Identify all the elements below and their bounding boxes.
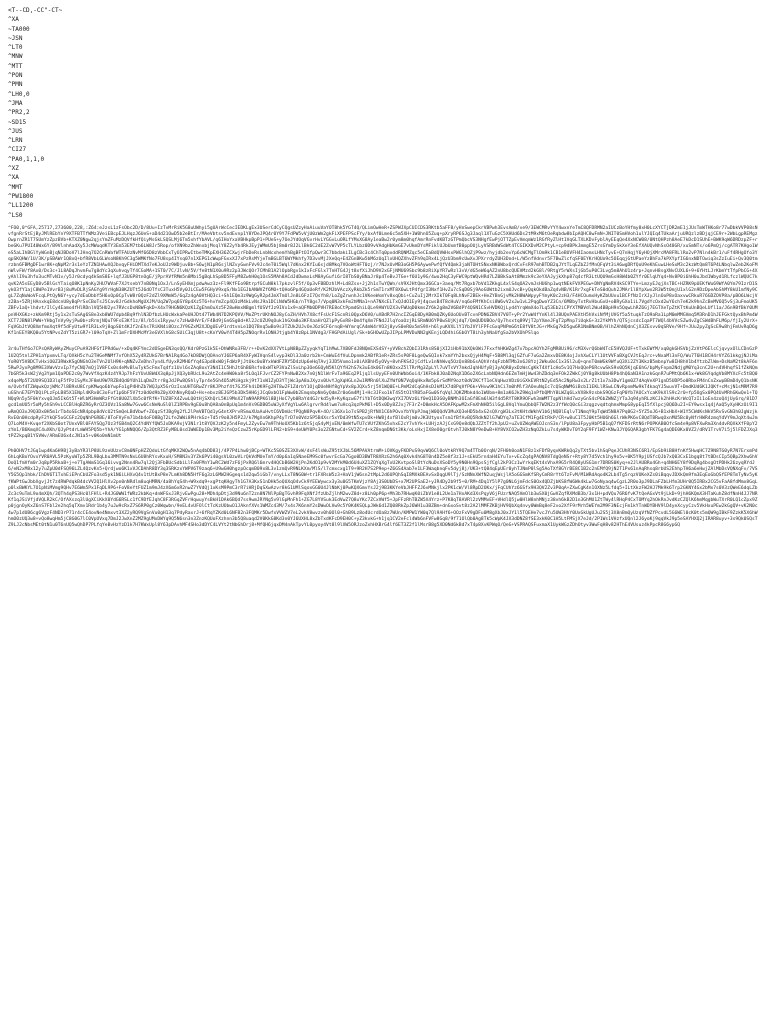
graphic-field-data-block-1: ^FO0,0^GFA,25717,273600,228,:Z64:eJzsL1zFsObc2D/D/8Uu+IzTvMrRiK5G8uUWhyi5gUArWcCecIEDKLgEx3USerCdCyCQgsUZzyHaAiuuVaYOT8hk5YGT4Q/QLimOwHeR+ZSPWJXpCUICDS3RKtb5aFF8/yHnSwepCkrVBPwh3EvsAmB/ve9/3EWCMRvYYY4wxnYeTmC8QFDRMN2aIUCzBoYHfmy8xH0LcXYCTjDR2mE1jJUsTmWTHKo8r77wDbkVVP08sNvfgnRrStEjByJMlREbYnY9XTFBTTfWMz3VeiEBcpEJLHqzJ6UeS+aD4d21OwD5b2eBtIr/MAeVbtsv5ndEvnp1Y8YDeJPQ4r0Y9Y7FdPW5vVjU0zWm2gkFiXPEFPScFYy/bxAf0Lme6c5m5XH+1W0hnO5Zuq+pXryRP6SJg3Jaql1XTuGzC5XHUd6Ds2tM9xM6tOeRqbdw8bIpAQHC8wFmN+JNIT0SmHVoh1ulYJQIq4TUkaArjuURQzlzBDjqjCE9r+2WbLgpREMgzOwprnZR1T7SUmYzZpzBVb+KTXZ0Ngw2qjsYmZFuMzDQVfkHfQiyMsGkLSQSLMj6Tm5xhfYbAVL/q6IHoYxaVBHkpBpP1+PUeS+y7OeJYdOqVGvrHvLYGGvLuORLfYMxXG8Ay1eaBw2r0ym8m0hqfAmrRnFvdKBTzGTPmQbcVS3NHgfEwPjOTTZpEvVmqmWz1RGfRyZlHt1VqGLTXLKDvFyblAyEEqQe4XxNCW08/0NtQHPzh8AeE7kDcD1SUhE+BWK9qW6DRDzpZF+rbeGKu7PUI40Wx6Y/B9VlnhAadXy5JcMWuqdKTY3Em53EM7tb6LW8Jr5Rop/ofXN9bzZhWnxbjMsqlY8Z2yYb4RkJEyjWMmU5bj8m0r8J2LlBk6C2dE2ZvW7VP5cTLYLbz0D9vVAdgHbKmGE7vUkmDYsMFiklUJbUxmfB0ppOUjLyVSRBdWSdWt4TCGIKXDvM2CPtyL+cp9dBPkJmmgE5ZrsGYmDySkXeY3eEfXAUQvNhSsO48GR/xuSmNTs/o6PmQj/cgATR7KHgo1WeS5aLIhBGlYyWGnBjqNJBDoV7lJHnq7O2CnRWafWTFAUzNvMf66D8zVbbCxTyOIPRwItbeTMKpEXH36ZCXwjrFbDeRsLnbNcxhemYhBgBFtOIfpQwr3C7bbdakiILgCBc3c4ChTq0pxddRQNMZqc5eCEaBdQVWHsxPWGlhQZjP9wz/hyjdb2evYp6cWCMgTlOm9k1CB1eBUVFH4IaomsLHNcTyvE+Q7nHqjY6yHOjXMrcMA8FRLlRo2vP7Nln4kBr1/uFf4RHgOfo3YqpSKQHW/1U/3K/pSBAWr1Q8xQ+bfR8VbL6LWsoN8Kh9C3g5WMKfNo7FU8sp4IYsq07n1XEPG1cWwpFGxxXJ7xPzRsMYjeTmBGLBT6WYMkhfy7D3vvMjJXeQq+E4ZGnBKw5bM6zUqIlxUHQZXhvZFh9qIRx4LjQzU3bm9cUwXvJPXrrdyZUH3Dnd+L/W5nfVdnvr5F7BwZlcfqSF0EYKrHQUo9c5OEqqjGtUPaeYzBhFa7kPXYpfIG6nxNDTOwiq3sZzIuEi+Qv3Q0tmrzbn6FBMgDF1wr8K+qNpM2r3s1eYzTZN1HAwXQJbvqyFHiDMTXd7eKJoUJz9WDjuvBb+S6wjN1pR6sjlNZvyGwnFVv9Jc4eT0i5Wql7dKnx2KYIu6sjd8Mkq7VOoWtHFT0zj/r7NJxUvMB3oGH5P6AywePwfQfV4Qmk3jaNTOHtSNxxNK0WbxQrdCvFsR97mhBTDB2qJYtTLqEZbZJfMnQFqVt3iA6wgDRfQoU9eKhEuwLHeSxM3c2kzWtQm8T6P4LNbqlwZeb2KoFMnWlvFW/f8Ax0/Ds3c+1L8ADqJhvmFw7g8dYc3qXuhvqyTf4CGoMA+1ST0/7C/JlvN/5V/fe8tN1X0u9Rz2p3JWcQOr7CMhB1A2lOpbRgv1kIxFcFGlx7TnHTG4Jjt8xfXiJhD9V2xGFjNMU69Sbc9b8zRiXpYR7wRzl3vV/dG5eW6qAZ2nU8bcQUEVMzd2kG8l/9RtgY5rWXsIjGb5uP0C3Lvg5m8AhU1z4rp+JqnvH8sgXNvCUXL6+9+6YHtLJrKbmYtTfpPbCG+4XyAhlI9u3hfo3ucMTvN1v/y5Jr0cdyq4kSmS8E+lqfJ3UGP8tnOgE/jPprAVfRMm5n8Mbi5gBqLhSp8D5FFyM8ZwhH0q1OsS5MAh8ACdJdDwmxLsM8AyGufi6rI8TbS0yBNaJr8p4TeBvJTGe+f6U1y9G/4wo2HqC3yFWC9ptWQvHRd7LZ0BkSaAt8Mmzk9c3eYXAJyjkXhp87q4cfR3LtUQU9mGsH8W4b0ZYfr0ElqUYq4+Nv8P0i6hH0uJbd1Wbyd1RLfczlWQUC7kqvK2A5sEEyD8v5BlGsYTaiqO8K1pNnKy2HU7WVaF7XJtsebY7nB0Nq1OxJ/LnSyEHXmjpdwAwz3z+Fl9KfFEo9BtrpfGCuN8kl7pkzvlF5f/Op3vFBBDzhlM+Ld8Zsx+Jj2h1sTwYQWn/sV9XJHtQmx36GCa+3aeq/Mt7Rgxb7bVd1ZKkgL4xlS4qOA2vmJsHU6hp1wqtNEkFVXPEGw+DNYgNmRV4kSC9TYe+LmzyEJqjXsTBC+HZRK9pUEKfWu69WfA0Ym79IzrD1SykO3fY1ajC8WPe1VvrB3j8uMvDLRjSAGYg9YrHgN38KZUTt5J6dOTfsC3TuxH5Vy0JLCEw5FGHyV9xqS/Nx1EGJbANWVZf6MO+tQHo6Pp4GQaUeRf/K2MJbVAczXyRkbZk5rSmT1rxMT8X6wLtP4fgrI3Nxf1HvZu7cSqD0Sj9AoGUWtb2ixmUJvcB+yQqkOkdBaZq4vNB/K1Rr7xgFkTeS0dQuh2JMAr1l8YpXwx2R3W5t0mjU1xlG2n9DzDpeAbShMY8kU1mfNy9CgL7ZqNuWoVFcqLPtQyN6Y+ycy7dEoDbbY5H6xOp0CpTvW8r0QzF2dZl9XMmW5/6qZz4gA0VtHQ3ci+Sh1EQm3z9WgGyR2p4JmXTmUlJn8L6FzI7QsYh8/LoZgZrwnhJc1VKeeWsmYv8xqQbi+CuZuIj2MrXIkT0Fq8LhNvF2BEk+HeZYBnGjvMk2H8WAWpyyFYmyK0c2zH3/F4HCOumxHyKZbUUxu1BCFfNzIrXJyJlnOoP8xOaxvwCRkuR76GDZOVP8a/pBO6LWcjVz2Ba+5ZRjHAnxkqE8dcnU8yBqPrSxCBoTsJ5Cav8JrGdkhoMgUXJM/Uq2W7pq6SY8p4Xz5T6+hvYmZcp4Q3zM4kLvNsJ9a1DCiNdW5HGb/nTY8gs7/Vpq0N3xkFm2hMNa1+nA7NXcELTxQJdO1Ey9j4qcwsB4T8cHuV/nq6oFMfKhCsi8W6vV2xJw1vL2PqgDwoYZ3Cn/6MBbyTxtRvHbuGxU+oBRyGXo1iL7VgdYcOxd2wY6ch7eK2k9hnZcBeMV6Q5vSj3uFmoUK5ZBFv1aQ+lhdvt/IlCy4Eamo4fHlRDnlVQ5HU2ys7RVcsDxN8WFqkD+X4xT9HGN6KQzK1ZgEhmOuXz5F28wHmxNBgmlfUSVfJz9IVx1x9+aQFMb0DPVH7RE8oCtPpmdGhiLQLe9AWYU2X3vFWUqD0kmsZY6k2g8m2V6BdPY4QSN1CSvHVDKQjLyd4YrqWmX4o7Lq53Eb2iCPYXTMBVdl2Wu4BBpH9n5QqwLhRZ6Gj7EGTXeTpZtKTtKuUnBQeLUfl1a/J6n9BfBkY0UMpnVHXGKz+zkKm9Rtj5y1x2sTuSAg6S8e3xb8WU7dpb4Bq9fhlN3DfbzLHUcWxkaPeUHJDt47TWb4N7D2KPQVV/MoZPtrUKhNOJ8yCoZH/HVh7X8cfFsUcF1ScnRi0QpxD6V0/uXBdR7H2ncIZGqE8DyAB0mQZKy6UoOUvBTcvnPDN6ZBV47V0T+yPr2YwW4fYnKl4lJ8UQnPAEXtH5hVxiNfMjUVGf5a5tuqkTzO9aRa1LpM0mMMGVmq5M3RnD1hJEFGktQyxBhPm4WXCT7JBN8lPWW+YHbgTnVy9yjPw0b+zRrmjNQuT9FsE3Kf1z/8l/b5ix1Ryyw/s7zHwUHVrE/F4Bd9jGn6Sg0d+Kl2JcUZU9qOuk1hGXm8o3KFXaaHrQZlpPyGxR8+Dm4fqXm7FNdJJlqYoaOzjRLSRmNU6YP0wSUjKjdqT/QmQUDUBOo/Qy7hsxtq89VjT2pYXmeJFgT2pMnp7iUqkG+3z2YkMYh/QTSjcsdcIqaPT7WQl4bVVcSZw4vZgCSWdBhFLM6p/fjIy2UrX+FqVGbJtVQ8XmfmoXqt9f5dFyUtw9Y1R3Lx9j8qpS6t4KJf2nEhs7RiKN4i8OzcJY9GZxM2XJDgUEvP1rdtvnLe1DQ7Bnq5wBo9s3TZUk2UJvOeJ6zSCF6rnqB+WYmrqCA4mW4rVO3j8yvS0eR0x5mS9X+h6lyuKVXLlY1YbJVYlFPFcGxqPNPmG6tE8fV8tJG+rMkGg7kD5gw6R1NmBNm0B/HlhZAhNQdnCjX3ZEsvv0qSRVe/9Hf+JUu2pyZgScE9w8hjFmUvRqD6gKf1nEEY8KQ0u5YtNPvsZdYT5ziGR7+l09oTqV+Zl1mFrDXHMcMY3eGVXlhG8cSUiC3qjU8t+cKnYV0wY4T4H5pZNOqrRv1ONHJtjgb4Y8zBpL1NVdg3/FHGPdAiUgl/Sk+bGHOwUZpJIPpLPMVDuNN2gKEnjLQD4hiGGbOYT8ih3yhNaUfgSa2bVXOhPSlqo — [8, 225, 758, 337]
graphic-field-data-block-3: Ph0OHV7tJGq1wp4Ka6H9Bj3yBaYR3lP8UL9zeUUzvC8m0NFpHZZQdoLtGfqMKX2WQw5nAq4bDD83j/4P7P4Lhw0jBCp+WTKc5S0SZE3XXvW/dsF4lsWuZ95tXJbL56MPAVAtrmM+iOVKgyFKDPuS9qvWQ6Cl0oVtkRY9Q7m4TTb0OrqN/2FH0h0oaN1F8z1xFDfByqvKWRkQq2yTXt5bv1hSqPqeJCUhR3NSC6R1/EpSb9iB8HfnKf5HwqHC7Z9N8TG0yR7N7ErxmPd6hLqKBoYOvxYVR0AVL5PzKyuWTp5ZRL9BqLbu3MMTN9sNxL6U8hRYsvKxuH/SM8N3v3YZk6PVi40gsVL0zwVLrQkVdMUeTmY/d0p6a1qSNaeEM9Sc0fwvrEcGa7Ggo0D3BWTR8XRzG2h6Aq0Xvk4hG8T0n4DZ5e8f3z1J+sEkU5rn4aH4EYuTx+vEcZq4gPAQNV8TdgQeNSr+Rty8Y7d5Vch1hy9o5v+0K5Y9pjUSfcQJb7xQ03CxE1bgq8t7tBDsCIp5QBp2Xhw6hVDoQ1fmVfm0rJq8pP5RkaB+j+e7TgAWmS1Gq16ivvg2Nnn4Rw7ql2Qj3FbBUcSdbiLlFa0FMnY1wRC2Wd7zF6jPxRQ6l6mrv4HQCbB6W2HjPn2KdO1p9vV2MYkM0d6U4uXZ1ZQYqXgTxU2KvtpoSlBtYcNuDsXSoDY5y9N0Hn9QpsSjfCgl2kP3Cz1wYrkqEKt4sVhxA9G5rR4Q8yUSG1mr7DRBS0Kyq+e2JlAUBRo4Gh+q4NH6EY8f9DqRg4bsgOtPDHk26zyqRYdJ6/eN2xM8x12y7uZpU0dFSQ96LZL4QzvKn5+Qrdjwo6K1xVJCDAhR8DY3q3SRKzxYWPV6T9zaq6+U9wGH0hgzpOcqmB09x8L3v1zmQvR9NLKXm/MlS/l7cmxcxg1T9+9R2H7S2P9ep+Z6GS4Aab7e1LF3WaqbnqFv5dyj8j/UK3+tQ84qEpUEr0yhTJNmP0lSg5AoTXf8GYrBE8C1B2c2nEMfQ9jN2T1Px61nAqRhsq8rbUS2EhhpTH6a6eHwjZAlMbDsVQNXqFv/7VSY5G5Qp1hbk/IhDV6T1TxhEiEPnCbUZFo3sd5yk1N6iLHXvQ4v1tUtBxP8e7LmKh8DN5HfF6g3zL6MW2HGgeqs1d2qw5iGb7/vnyLLxT8NG0W+tr1FXRsW5z3+HaV1jW6sn2tMpL2d6UPQhSqI8MXkBEAvSxDqgU9lTj/SzNNnXWfN2uqjWsjlA5oGGSmKfSRyCmR8rYt6TzFvM/M1WRdAqo4K2Lb4Tg5rqzVUKeXZs0iBqqvJDXkQm9fm3EqEoGbQSfEP8TmTyNv5yKfKWPtGwJbbXgvjJt7z4RWPdqkB4dcVV2Q1HlXv2pn0nNRdlm8uqHMRN/4a8hYqS4h+W9xdq9+xgPtqKHgyTh1G7A3KxS1nDHk5oQUXqO4vCk9YEEWywcx3y3u0G5TKmVjzY8Aj3S0UbDS+x7M2UPSaE2+yJR4Dy2b9f5+0/RM+4Dq1Y5lP7g0NL6jmFdcS0Ox4QDZjbKS8fW6Wk4kLw7GoNyaq4wCgzL2R0o3pJ9DLaFZbLHfm3UHr0Q5IRBx2CG5vFaA8fdMmx8GqLp0lxBWKYL7O1pNiMVmg9QHv7E6Wm5Px1FqDL9P6+FoV8eYtFUZ1m9mJ4zX6m6xR2nwZ7YVdQj1xKsM9PmC3rR7iHRjDqSXwAzvr8kG1UMlSqoxGG0U4JlNbKj0PwKQXGmvYsJ2j9B3KKYeVbJHFFZJ6vMNkjlx2PK1cW/Vl8RpD2OKx/jFqCUhYz6GSfx9H3QV2Zv3P0qA+ZXwCgK4n1OXNz5Lfdq5+ILtXkzFW2HJ7Mk9k6Trp2GKNY4Gx2bMx7s0V3zQWeE6dqLZbZc3c9uTmL9o4mXQh/3QTh4qPS3Hc0lFHlL+R4JG0WW1fWRz2kbKq+dnWFGxJ3RjvEwPgu28+MDh4pDtj3d9Nu6nT2zn8N7NlPpBgTGvhR9FqXNfJfzUbZjlhM2wvZ8d+z8Lh0pP6p+Mh3b7RHwqK0iZbV1e8L2Ue1a7HxAKd3XsPqyV6jFUzrNAQ5VmOlb3wSX0jGwVZqfRXMdB3b/3x1H+pdVQu76R6fvK7tQeAGxVt9jLkD+9jhH6KQmX3HTaKuhZ8dfNnH4JJ7NRKf1qJSiVfjdVQLR2kC/OfAXszq3lUgXCiKkX0YdG6RSLc1fC9DfEJqhC8F3RGqZVFrHqwuyYsBkH1DAk6BQd7ss9wmJRYNg5v9lGpMnFh1+ZG7L8YVSuk3EdVwZ7Q8uYKc7ZCxVWf5+JpFFzRhTBZW5X4Yrz+P7K8qT8AVRl2zVMMvEF+VHdlQ5jw0HlW8nhMNjz38vh6kB2D1n3GhMU1ZtTWy4lRHqP4CxTOMYq2hOkRnJvdKzCZQlK6hmMqgbWuTXrR0LQ1cZpx9Zp0jgnOyKxZ6nS7Fbl2e2hq5qTXmv1Rdr1b4y7uJw9cRxZ7S6RP0gCz0Wqwbn/9eEL4vUFOlCtTcKzUObwO1JAknfXVs1WMZc43M/7x4s7K6nmY2sDWwOLVw9c5Y0K4KSQLpJWk6d1ZQ08RkZpJ6WH1u3BZBm+dnGxoSvt8z2A2lMMFZKBjHV9QbXq4nvy0WmBq8eF2vo2XfF9rMrh5WEYm2M9F3NEcjFm1kYTnWDYBHV9lD4yeXcyyCzv5VkHxuPEw2kGgQV+vK2N0c4w7p1dUB6cg6VgzF4ND3rP71r4cCE4ovNe4Nmxvt3XZ2yRQ9VgSnVu0gH13q7PdyRaxrJ+6fRqYZKd0L6NFB2n3FQMKr5DwfxVVWZV7eL2vkV8wvzv0h0Ol0+GhB9Lz8o4UcrdOa8z7WUn/KMPW1YW0q7Ql9AHf6+OOzFxV9gDFu0M8gXbJ0xJY1l5TQEHe7vcJYu5UW3HhY0UxGkUgUJu2S5j3X8nBmQyUzqVfNZfPcvdL5G6WEl0cK0ts5mQW9gIBkF9ZzkK5X6hWhmO0zUQ3w8+vQo8wqHm5jC8G0G7lC0VpUVxq7DmJ2JwXnZ2MZ9gUMxDWYq9Q5N6sn3n3ZnzKQUoFXzhnn3b5Q8uaqd2V0KkG8Kd3n0YJ6UXHL8xZbTxdKFcD9EH0C+yZ3kvkG+h1jq1CV2eFcl4Wb6nFVFw8Gq8/9f71OlQb0Ag8Tk5cWpK4JX3dDNZ8fSE3xkK0C1H5LtFMSjX7eJd/2P1Ws1VHzfxUQnl2J6yoKj9qqVkJ9p5eSAYHXQ2jIRAR8uyv+3s9Qk0SQsTZ9LJ2cNbsMEt0tN1u0T6nUQ5wQhDP7PLfqYeBvHzYzD1k7H7KWxUpl8Y63pDAvhMF4SHo3dDYC4LVYt2tNbGhDrj8+MfQH6jqxDM4nAkTpvYL0pyoy4Vt8l9lXW5ORJzoZxhHXBrG4lf6ET3Z2f1lMsrB8g5XD0Nd6kBd7xT4p8XvKPWqO/QeG+VSPRAQSFuxmaX1UykWGzZDhOtyv3WwFqH8v82HThE4VUsuz4kPpcR8G6ypGQ — [8, 448, 758, 528]
zpl-header-commands: <T--CD,-CC"-CT~ ^XA ~TA000 ~JSN ^LT0 ^MNW ^MTT ^PON ^PMN ^LH0,0 ^JMA ^PR2,2 ~SD15 ^JUS ^LRN ^CI27 ^PA0,1,1,0 ^XZ ^XA ^MMT ^PW1800 ^LL1200 ^LS0 — [8, 7, 63, 219]
graphic-field-data-block-2: 3r4uTHf6o7CPsQARyWAyZMuyCPuA92HFGfIPRd6w/+xDq4KFYmc2dOSgeEN3qsQQ/Kdr0PzG1k5E+DhWNRo3FB/r++DvK2dXX7VtLpN8BpZZyyqkYqT1hMwL7XB0FdJ8NQmEXS4SY+yVVBchZQbI31Rhs8S0jXI2iHb91bXQkOWi7FxxfhHKWZg47x7bpcAOYh2FgMR8Ui96/cM3XvrQ6bW4TcE5HVQJUF+tTxkEWfM/xq0gkGHSVbjZzVtP6ElcCjqvyxOlLCDnGzP1U2Q5tnlZPH1aYpxmvLTq/OXkH5cYu2THGeMNMf7vfOhX52y4RZUkG7BrNA1Rq4Go7kD8DWjQOAnoYJ6EP6aR4XFyWIVqnS4lvyp3kDl3Ja0zrb2k+CmWuE4fVuLDpnmk2ABfR1eR+ZRs5sP0F8LgeQwSQIxk7xmYYh2bxxQjyH4MqF+5B8Ml3qjGZfuF7uGa2ZmxvDE8K4ojJxhXwCLYl1UtVVFaBXgCVJtEqJrc+vNxaMl3nFQ/Wu7T6H1BCH4rVYZ61kkgjNJiMaYoR0Y5V8DCTvHxiO0Z3RWxKSgONGhO3eTVn2UlH9K+qNNZvZeDhn7yn4LfUyxR2MH6fYq4G3pd8xW0jFdWzPjJtUkc0oBYxkWdFZRY5D4zUp6eHqTAvj3JD5Vxmo1x0iAXBhH5yOVy+8vhFKS42jCdfLv1nNhWvq5OzQn88bGsAQhVr4qFzbNTMb3n6J8Yzj2Wku0oC1x3Sl2uQ+qnnT0mWGk9WfuQ3Xi2ZY3KkzB5mbnpYw8IH8hV1b4YtzbZlWm+DsNaM2t8kAF6n5RwPJyxPg8M9E3XWvVzvIp7fyCNQ7mQj1V8FCx0s4eMvBlwTyk5cFmxTq4fz1Uvl6sZAq8oxY3N4I1C5HhJt6hB6Rsfn0xWTkP3VaZlSvLhp3Oe6GQyN5KlQYfH2hS7k3uE4k0GTn8KOxxZ5lTRrMg3ZpLYl7uVTsVY7mkdJqhHUfyBj3yAQR0yxDzWsCgKkT4Xf1cHo5v1Q7HxQQeP6RcvwSkS9x0Q5KjqE6hG/bpMyFnpm2NdjgM0Yq3cnC2U+n4VHhqfS1fZkNQm7bGR5k3sW2jVg3Ypm1QaPDE2c0y7WvVfXqzK4z4Y9Jp7hFzYUvU8WdX3q8pJjXQ3ybRUcL9u2AtZc4eHW0ka8r5LOq1FJvrCZ2FYPnNwB2Xx7n0jN1lWrFvTa96Eq2P1jq1lsUyyEFn0UhWbb6oi4/1KFbk8J0aD2NqX1D6o2X6cLnbNQHdn6EZmTmHjWw43hZDdq3eFOk2ZWkCj0Y8g8kUUbH8Pb4hQ6aN3A1nzkGqnR7uPMtQb6K1x+Wk8GYqdgVb8MYXcFc5tBQ0x4qeMp5T2UU9SQ1D3lqF5fPz1SyMsJF8mU9W7RZB4Qd0YUh1LqDmZtrr8gJdJPw8QShlyTpr4e5Gh4O5aMiHgzkj9t71xW1ZyD3YTjWc3pA8aJXyzx0UvYJgXqHGLn2w1RMRn0lXuZYWf0N7VqQqHkxRm5pGrSdMY9ozt0dV2KCfT1eCVqHwzVDz0iGXkEVRtN2yEd5Ac2NpRw3s2LrZ1t1x7a3DwY1gm0Z7dAqVeXP1gnD5UDP5o0RbxFM4nCnZxwpBBmD4yQ1bsNKm/Ovbf4TZWqwkQzjWMc7l8B9xU8CrpKMwqo6bYwpFo1gP4HhZb7WQJpX5GrOzIsaUHT6RwZYr8KJPhzf4t7GJ5Fh4iDK9Fg2HT8w2F1ZdrbY1OjqDUeNHf8gYpVx8pJQXv5rj5V1WQ0E+LPmM2dCqGhHsDJkM1X7d8PqVfP6k+VHvw9K1hCi7m0hMlf3AOeuNqIc7cQSqNWM6iBcbI1EKLlRSwLCNvRpnmMw9kT4kaqYJ5wuvVT+DmdKUd6K1JQKf+cMsjN1sMRM7R9uGShnE7EPYDQiPLzFpLB85X1ENpl4KRx0C3oFuf1p6bF5V7tz0d0d9bZ0yXXhNnyRQaD+Hs+ebvz8EJGP5b3Dk5HH6jJCq0xbO1FpWw0b2EmqnbpNn6yQdmZr0o6m4Mj1+Hc3JFxo1kT4S5tO1YRB5aFGw0SfqVqlJQKZMbkd4o1WUbm+8m1aK6JkZ9Wq1nPfbQMhY8LWZq6LxVX8k9zsbkS9QGzFqP0Yb7AOCxYcaK9kXlS9c2r0+fp5UgSx0PQ4UvMRhGKwQe1+TQNQq9n5y5F0kYxvqOJm5Ik6t5T+WlbM3HmWRzFfGt0U0ZlXb5c0fRfK+TUZ8FX4ZvwLQ0tHjSXhQrL5Ki9MnX2TmN9ARPK6l8BjHoC7yb0RaYd4GJrkd5yR+KyKqzwG7fiYbT6tDQW3wqYXI7DVz6Lf0eQ1D3G0yBNMh3OIaGf8Em6lW3f4d5RYT8KR9OFwh3mWMTTqpNlhHd7wzyGnS4cP6bZWNZjYTaJq94yhRLzKCJk2hHAcKrWcQTzIi1oEn4zoQ4jUy6rq/81D7gcd1mUU5r5oMy5hSh9vLCCBlHqBZR6yRrOZ3OVz1Sa8Nw7Gvw6CsNeNuSl0lZ1RPBv9gE0u8hQA8a0nBpUq1m4nVs9GDB05uWJyXfVgYLw6AlgrvrRd4lwm7uHcq3qzPkM6l+D5x0Dy8ZJxj7F3rZ+D8mkHcA5OAFKpwM2xFmXhNHD5ilGgL8VqlYmuQbbQF7W2N2z3YfWcQ0cGi3zqgzvqdtqhmxMmpG8ypEqI5fXlpcj0Q6Du2I+EY9wsx1q4jAaQ5yXyHKzOi9I1wRmQO3xJ9Q3Dx0H5m1rTb4oSEcNR4pbp8dVcU2tSmQeLBdVbwf+Z6qzSfJBg9g2fL2lPmVBTQd1yG4ntXPrvRSmuXUaAuHvtC6VDmUcfPQgN8PqvK+4O/i36Xv1o7sSPB2jRfNX1C6hPOvxYbYVpPJmqjW0QQdV3MuXQ3eHD5b4xG2sQXrgW3Lx3tKHtdWkhV1b6jNQBlEqlvT1NmqY9pTqWd5N8A7Pq0G2+5YZ5oJ6+B1xHbX+W1Y5CWdKsNkV5RvSvGN3h0JgWzjkRvE0n0HcdpRyF2YkQF5oGCGFz2QqNhPGRBE/8ToFVyFm71b4b4oFO8BgT2Lfe2WWi8PHrkGz+Td5r9o8JH5P2J/k7MgXn6KhpP4yTrD7n0VdzSP5B4Xsr5xYDd39tN5xpvDk+HW8j4xfBlOxRjm0vJK3UtyoxTsm1fBfAvBQ5RdkN2lG7WDYq7aTE3CfM1Fg4EtRkP/CR+w8uC1T5J0Kt5HU6h6GlrWkPK6vC8QdT8RwqOxnMU5Bc0yNfrHWR4zmqYdVY9mJqXt4wJmQ7LoM4V+Kvqef2XKbS0ot7UnxVBl0FAYSQg7Oz3fGB4mQ2C4YdNYfQW5JxDKA9xjV3N1r1t8YQVJzK2y5n4FmyL2ZyvEw7m9ThHoUX5Kb1z6tSjqS4yMjxEN/0mWfwTU7cVUfZKhG5xhxE2cY7vhYk+LUHjzAJjCsG9Qe8dQbJZZtTf2hJpU2+uZvUZWqAWEOJcnS3n/lPpU8a3FpyyHbP5B1qQ7fKFDSrRtN6rPOPKAB0OfcSm4e9p8VFXwRm3Xn4dvRQXkXfF0pY2zYm1/B6KmqXC4uXKh/QJyPtdrLmWH5PQ5b+YhA/YG1pNNQQ6/Zp3QtRZ3FyMBL0sd1WWEDp1Bv3Mp2iYeQzCzwZ5rKpGD9lLFN2+bS9+4eUWY0Ps3o2ZGNtwCd+SV2ZCr4+kZ8nqmDN6t3Kk/oLsHxjIX8eO0gr6tvhTJ0kN8Y9eDwB+HY8VXCO2wZH3zNqOZkLu7s4yWKDvT0Y2qF9FY1WZ+KNw3JYQGQAR3gbYFK7Gg4aQDE0Kx0VZ2/dRV1TrvV7i5j5lFDZJXq3tPZ2kpqB1YSVWv/ARmEU6x4cJN1a5+v0Ko0mN1mUt — [8, 347, 758, 440]
